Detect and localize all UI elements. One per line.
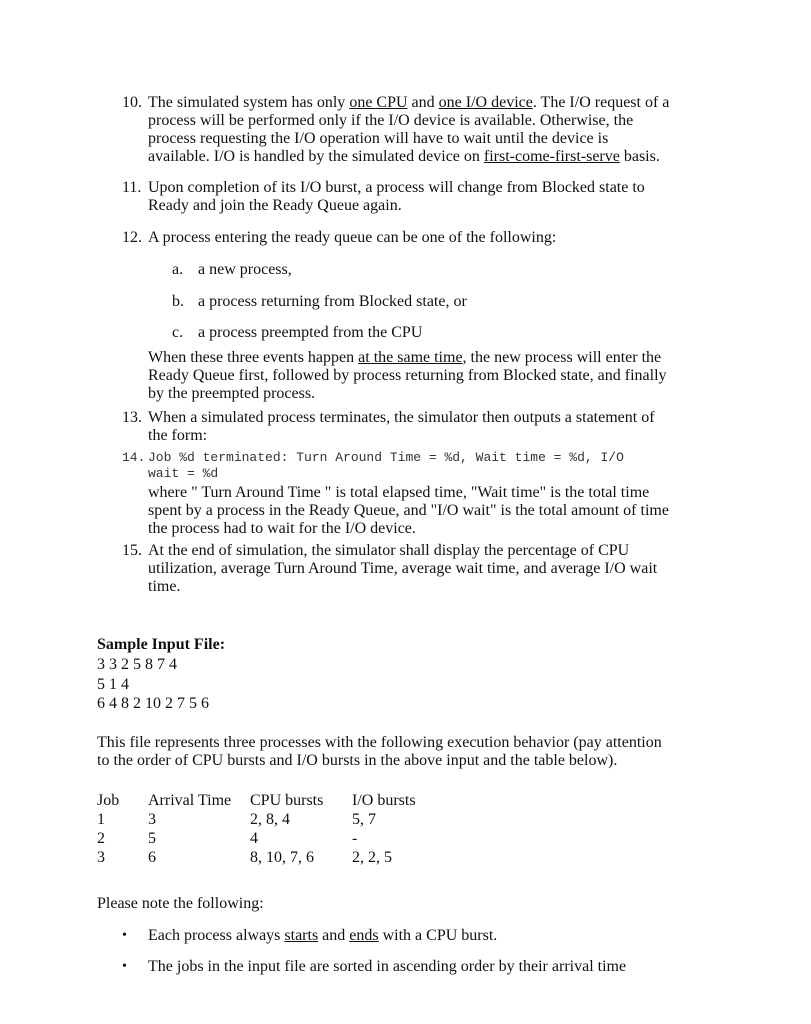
sample-heading: Sample Input File: xyxy=(97,636,226,653)
item-number: 12. xyxy=(122,229,142,246)
item-text: A process entering the ready queue can be one of the following: xyxy=(148,229,557,246)
item-number: 10. xyxy=(122,94,142,111)
item-text: At the end of simulation, the simulator shall display the percentage of CPU utilization, average Turn Around Time, average wait time, and average I/O wait time. xyxy=(148,542,658,595)
document-page: 10. The simulated system has only one CPU and one I/O device. The I/O request of a process will be performed only if the I/O device is available. Otherwise, the process requesting the I/O operation will have to wait until the device is available. I/O is handled by the simulated device on first-come-first-serve basis. 11. Upon completion of its I/O burst, a process will change from Blocked state to Ready and join the Ready Queue again. 12. A process entering the ready queue can be one of the following: a. a new process, b. a process returning from Blocked state, or c. a process preempted from the CPU When these three events happen at the same time, the new process will enter the Ready Queue first, followed by process returning from Blocked state, and finally by the preempted process. 13. When a simulated process terminates, the simulator then outputs a statement of the form: 14. Job %d terminated: Turn Around Time = %d, Wait time = %d, I/O wait = %d where " Turn Around Time " is total elapsed time, "Wait time" is the total time spent by a process in the Ready Queue, and "I/O wait" is the total amount of time the process had to wait for the I/O device. 15. At the end of simulation, the simulator shall display the percentage of CPU utilization, average Turn Around Time, average wait time, and average I/O wait time. Sample Input File: 3 3 2 5 8 7 4 5 1 4 6 4 8 2 10 2 7 5 6 This file represents three processes with the following execution behavior (pay attention to the order of CPU bursts and I/O bursts in the above input and the table below). Job Arrival Time CPU bursts I/O bursts 1 3 2, 8, 4 5, 7 2 5 4 - 3 6 8, 10, 7, 6 2, 2, 5 Please note the following: • Each process always starts and ends with a CPU burst. • The jobs in the input file are sorted in ascending order by their arrival time xyxy=(0,0,811,1024)
item-text: Upon completion of its I/O burst, a process will change from Blocked state to Ready and join the Ready Queue again. xyxy=(148,179,645,214)
item-number: 15. xyxy=(122,542,142,559)
item-number: 14. xyxy=(122,450,146,465)
sub-item-c: c. a process preempted from the CPU xyxy=(172,324,423,341)
code-line: wait = %d xyxy=(148,466,219,481)
code-line: Job %d terminated: Turn Around Time = %d, Wait time = %d, I/O xyxy=(148,450,624,465)
description: This file represents three processes with the following execution behavior (pay attention to the order of CPU bursts and I/O bursts in the above input and the table below). xyxy=(97,734,662,769)
item-number: 11. xyxy=(122,179,142,196)
bullet-icon: • xyxy=(122,928,127,943)
sub-item-a: a. a new process, xyxy=(172,261,292,278)
item-number: 13. xyxy=(122,409,142,426)
item-12-paragraph: When these three events happen at the same time, the new process will enter the Ready Queue first, followed by process returning from Blocked state, and finally by the preempted process. xyxy=(148,349,667,402)
item-text: When a simulated process terminates, the simulator then outputs a statement of the form: xyxy=(148,409,655,444)
item-text: The simulated system has only one CPU and one I/O device. The I/O request of a process will be performed only if the I/O device is available. Otherwise, the process requesting the I/O operation will have to wait until the device is available. I/O is handled by the simulated device on first-come-first-serve basis. xyxy=(148,94,670,165)
sample-line: 3 3 2 5 8 7 4 xyxy=(97,656,177,673)
note-heading: Please note the following: xyxy=(97,895,264,912)
sample-line: 6 4 8 2 10 2 7 5 6 xyxy=(97,695,209,712)
sub-item-b: b. a process returning from Blocked state, or xyxy=(172,293,467,310)
bullet-icon: • xyxy=(122,959,127,974)
item-text: Job %d terminated: Turn Around Time = %d, Wait time = %d, I/O wait = %d where " Turn Around Time " is total elapsed time, "Wait time" is the total time spent by a process in the Ready Queue, and "I/O wait" is the total amount of time the process had to wait for the I/O device. xyxy=(148,450,708,538)
sample-line: 5 1 4 xyxy=(97,676,129,693)
